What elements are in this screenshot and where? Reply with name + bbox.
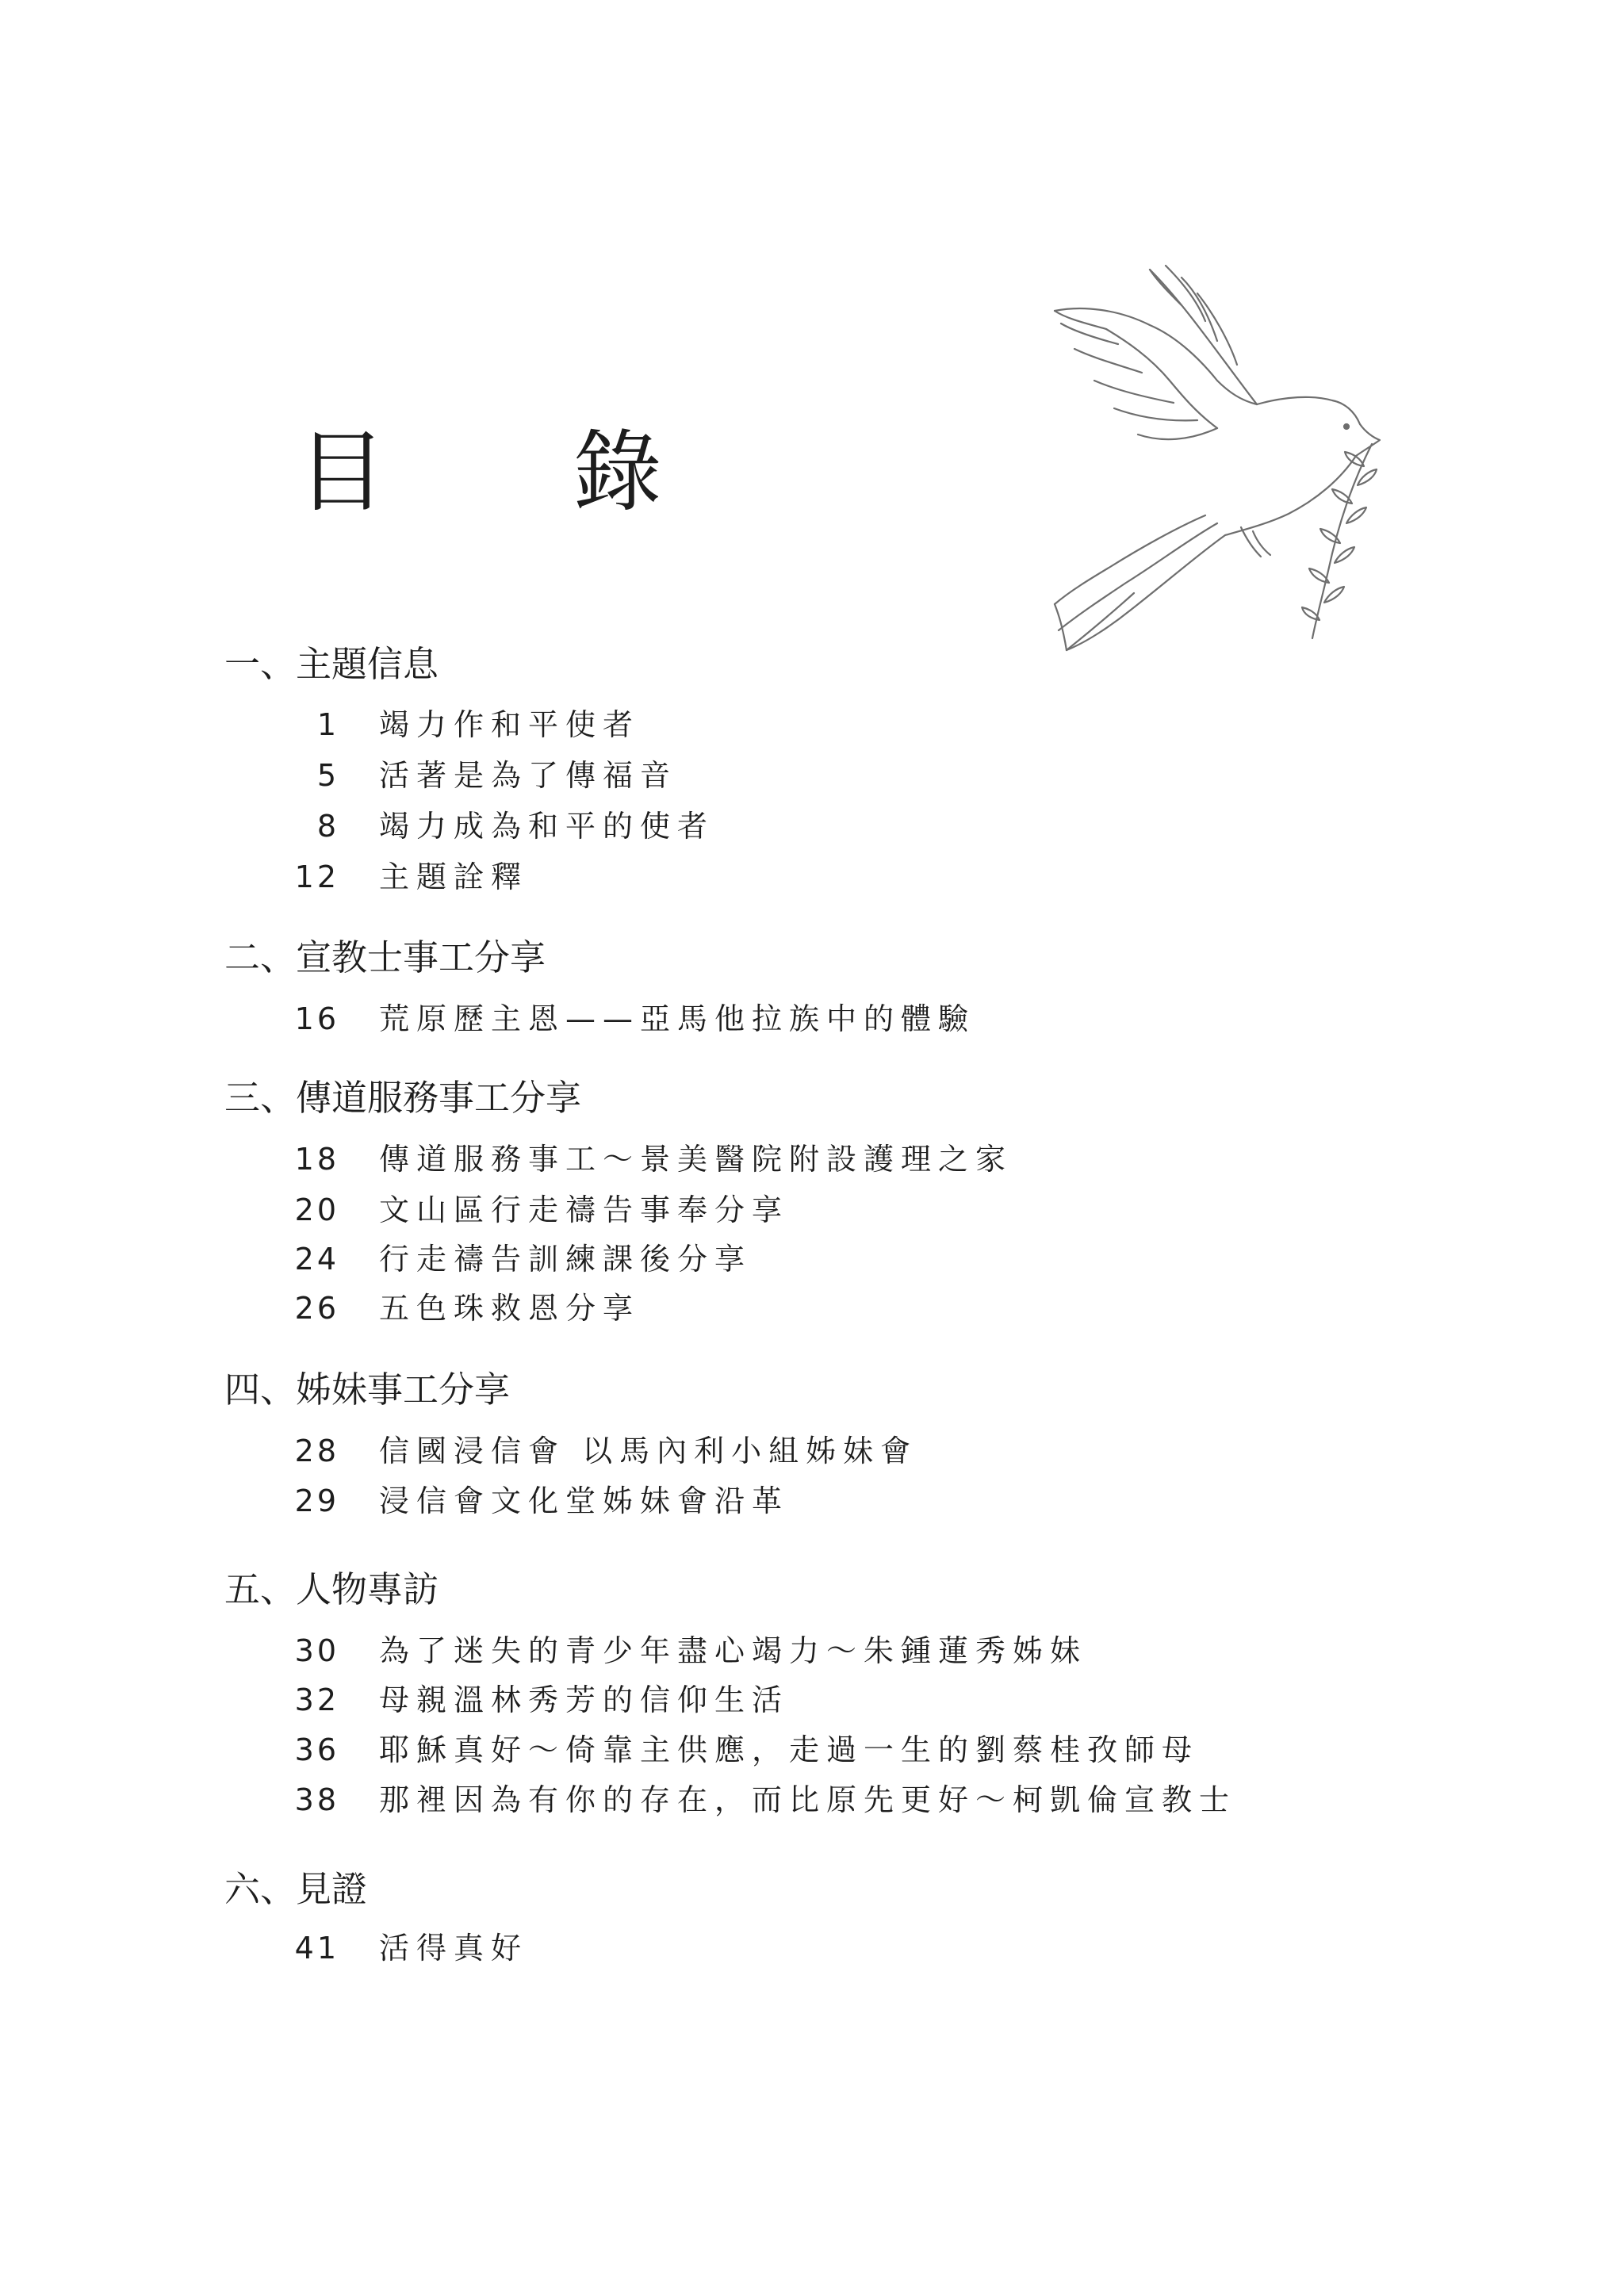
toc-entry[interactable] [224, 752, 1572, 799]
page-number: 32 [294, 1682, 339, 1717]
toc-entry[interactable] [224, 1186, 1572, 1234]
page-number: 38 [294, 1782, 339, 1817]
entry-title: 母親溫林秀芳的信仰生活 [379, 1682, 790, 1717]
toc-entry[interactable] [224, 1135, 1572, 1183]
entry-title: 為了迷失的青少年盡心竭力～朱鍾蓮秀姊妹 [379, 1633, 1088, 1668]
page-number: 36 [294, 1732, 339, 1767]
entry-title: 傳道服務事工～景美醫院附設護理之家 [379, 1142, 1013, 1177]
page-number: 12 [294, 859, 339, 894]
page-number: 1 [316, 707, 339, 742]
entry-title: 竭力成為和平的使者 [379, 809, 715, 844]
entry-title: 浸信會文化堂姊妹會沿革 [379, 1483, 790, 1518]
toc-entry[interactable] [224, 1235, 1572, 1283]
entry-title: 耶穌真好～倚靠主供應，走過一生的劉蔡桂孜師母 [379, 1732, 1200, 1767]
entry-title: 活得真好 [379, 1931, 529, 1966]
page-number: 29 [294, 1483, 339, 1518]
entry-title: 五色珠救恩分享 [379, 1291, 641, 1326]
page-number: 5 [316, 758, 339, 793]
section-heading: 五、人物專訪 [224, 1568, 439, 1610]
entry-title: 活著是為了傳福音 [379, 758, 678, 793]
toc-entry[interactable] [224, 995, 1572, 1043]
toc-entry[interactable] [224, 1924, 1572, 1972]
entry-title: 行走禱告訓練課後分享 [379, 1242, 753, 1277]
page-title: 目 錄 [297, 421, 741, 524]
page-number: 26 [294, 1291, 339, 1326]
dove-with-olive-branch-icon [1039, 262, 1388, 658]
toc-entry[interactable] [224, 1676, 1572, 1724]
page-number: 30 [294, 1633, 339, 1668]
toc-entry[interactable] [224, 1477, 1572, 1525]
toc-entry[interactable] [224, 1776, 1572, 1824]
toc-entry[interactable] [224, 853, 1572, 901]
entry-title: 荒原歷主恩——亞馬他拉族中的體驗 [379, 1001, 976, 1036]
toc-entry[interactable] [224, 701, 1572, 748]
section-heading: 三、傳道服務事工分享 [224, 1077, 582, 1119]
section-heading: 二、宣教士事工分享 [224, 936, 546, 978]
entry-title: 竭力作和平使者 [379, 707, 641, 742]
entry-title: 那裡因為有你的存在，而比原先更好～柯凱倫宣教士 [379, 1782, 1237, 1817]
toc-entry[interactable] [224, 802, 1572, 850]
section-heading: 四、姊妹事工分享 [224, 1369, 511, 1411]
page-number: 24 [294, 1242, 339, 1277]
toc-entry[interactable] [224, 1284, 1572, 1332]
toc-entry[interactable] [224, 1427, 1572, 1475]
section-heading: 六、見證 [224, 1868, 368, 1910]
toc-entry[interactable] [224, 1726, 1572, 1774]
entry-title: 信國浸信會 以馬內利小組姊妹會 [379, 1434, 918, 1468]
page-number: 41 [294, 1931, 339, 1966]
section-heading: 一、主題信息 [224, 643, 439, 685]
page-number: 18 [294, 1142, 339, 1177]
page-number: 20 [294, 1192, 339, 1227]
toc-entry[interactable] [224, 1627, 1572, 1675]
entry-title: 文山區行走禱告事奉分享 [379, 1192, 790, 1227]
page-number: 28 [294, 1434, 339, 1468]
page-number: 8 [316, 809, 339, 844]
page-number: 16 [294, 1001, 339, 1036]
entry-title: 主題詮釋 [379, 859, 529, 894]
